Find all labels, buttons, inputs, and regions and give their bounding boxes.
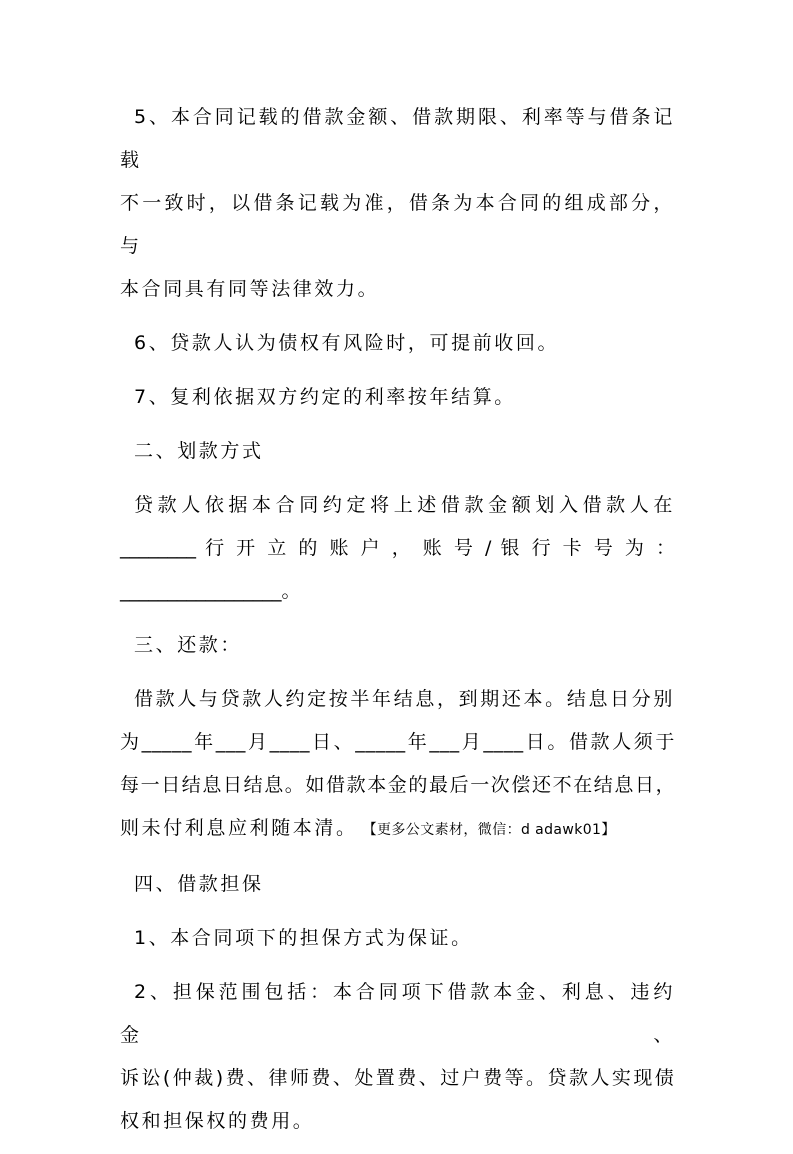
repayment-line-1: 借款人与贷款人约定按半年结息，到期还本。结息日分别 — [134, 688, 675, 710]
guarantee-clause-2-line-3: 权和担保权的费用。 — [120, 1110, 315, 1132]
clause-5-line-2: 不一致时，以借条记载为准，借条为本合同的组成部分，与 — [120, 192, 675, 257]
document-body — [120, 96, 675, 1154]
guarantee-clause-1: 1、本合同项下的担保方式为保证。 — [134, 927, 473, 949]
clause-5 — [120, 96, 675, 311]
transfer-paragraph — [120, 484, 675, 613]
repayment-paragraph — [120, 678, 675, 852]
guarantee-clause-2-line-1: 2、担保范围包括：本合同项下借款本金、利息、违约金、 — [120, 981, 675, 1046]
transfer-line-3: _________________。 — [120, 580, 301, 602]
repayment-line-3: 每一日结息日结息。如借款本金的最后一次偿还不在结息日， — [120, 774, 675, 796]
clause-7: 7、复利依据双方约定的利率按年结算。 — [134, 386, 516, 408]
clause-5-line-3: 本合同具有同等法律效力。 — [120, 278, 380, 300]
guarantee-clause-2 — [120, 971, 675, 1143]
repayment-line-4 — [120, 807, 675, 852]
clause-5-line-1: 5、本合同记载的借款金额、借款期限、利率等与借条记载 — [120, 106, 675, 171]
transfer-line-2: ________ 行 开 立 的 账 户 ， 账 号 / 银 行 卡 号 为 ： — [120, 537, 675, 559]
repayment-line-4-text: 则未付利息应利随本清。 — [120, 817, 358, 839]
section-heading-transfer: 二、划款方式 — [134, 440, 264, 462]
section-heading-guarantee: 四、借款担保 — [134, 873, 264, 895]
repayment-line-2: 为_____年___月____日、_____年___月____日。借款人须于 — [120, 731, 675, 753]
transfer-line-1: 贷款人依据本合同约定将上述借款金额划入借款人在 — [134, 494, 675, 516]
clause-6: 6、贷款人认为债权有风险时，可提前收回。 — [134, 332, 560, 354]
guarantee-clause-2-line-2: 诉讼(仲裁)费、律师费、处置费、过户费等。贷款人实现债 — [120, 1067, 675, 1089]
promo-note: 【更多公文素材，微信：d adawk01】 — [369, 822, 616, 838]
section-heading-repayment: 三、还款： — [134, 634, 243, 656]
